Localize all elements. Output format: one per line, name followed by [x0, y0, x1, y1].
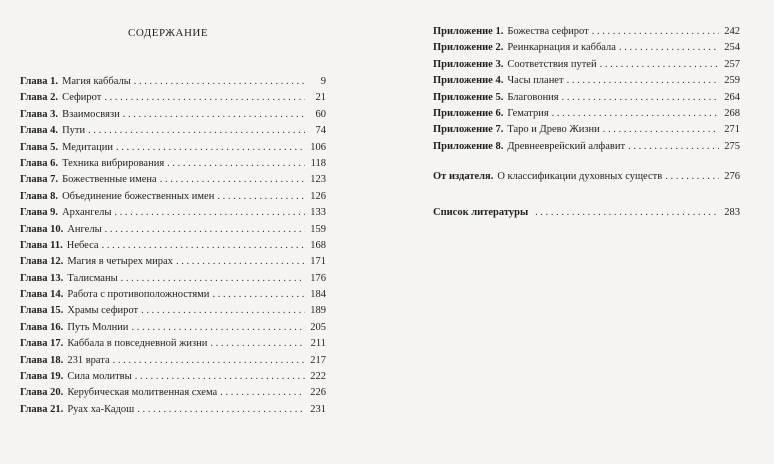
chapter-number: Глава 15. [20, 305, 64, 317]
page-number: 184 [310, 289, 326, 301]
dot-leader [212, 289, 305, 300]
page-number: 268 [724, 107, 740, 119]
toc-row-17[interactable] [20, 338, 326, 354]
chapter-title: Пути [62, 125, 86, 137]
dot-leader [628, 141, 719, 152]
chapter-title: 231 врата [67, 354, 110, 366]
page-number: 9 [320, 76, 326, 87]
bibliography-label: Список литературы [433, 206, 529, 218]
appendix-row-7[interactable] [433, 124, 740, 140]
chapter-number: Глава 7. [20, 174, 59, 186]
appendix-title: Древнееврейский алфавит [507, 140, 626, 152]
dot-leader [220, 387, 305, 398]
appendix-number: Приложение 4. [433, 75, 504, 87]
appendix-row-1[interactable] [433, 26, 740, 42]
appendix-title: Часы планет [507, 75, 564, 87]
chapter-number: Глава 13. [20, 272, 64, 284]
dot-leader [131, 322, 305, 333]
toc-row-21[interactable] [20, 404, 326, 420]
page-title: СОДЕРЖАНИЕ [128, 27, 209, 39]
page-number: 176 [310, 272, 326, 284]
chapter-title: Божественные имена [62, 174, 157, 186]
page-number: 271 [724, 124, 740, 136]
toc-row-6[interactable] [20, 158, 326, 174]
appendix-title: Таро и Древо Жизни [507, 124, 600, 136]
dot-leader [114, 207, 305, 218]
toc-row-18[interactable] [20, 355, 326, 371]
page-number: 118 [310, 157, 326, 169]
appendix-title: Гематрия [507, 107, 549, 119]
chapter-number: Глава 21. [20, 403, 64, 415]
dot-leader [105, 224, 305, 235]
chapters-list [20, 76, 326, 420]
dot-leader [88, 125, 305, 136]
dot-leader [567, 75, 719, 86]
chapter-number: Глава 18. [20, 354, 64, 366]
page-number: 231 [310, 403, 326, 415]
dot-leader [113, 355, 305, 366]
publisher-title: О классификации духовных существ [497, 171, 663, 183]
page-number: 60 [315, 108, 326, 120]
appendix-row-2[interactable] [433, 42, 740, 58]
toc-row-5[interactable] [20, 142, 326, 158]
chapter-title: Работа с противоположностями [67, 289, 210, 301]
chapter-number: Глава 17. [20, 338, 64, 350]
chapter-number: Глава 12. [20, 256, 64, 268]
chapter-title: Руах ха-Кадош [67, 403, 135, 415]
dot-leader [121, 273, 305, 284]
chapter-title: Талисманы [67, 272, 118, 284]
chapter-number: Глава 14. [20, 289, 64, 301]
dot-leader [210, 338, 305, 349]
toc-row-10[interactable] [20, 224, 326, 240]
dot-leader [123, 109, 305, 120]
appendix-title: Соответствия путей [507, 58, 597, 70]
chapter-title: Взаимосвязи [62, 108, 120, 120]
page-number: 159 [310, 223, 326, 235]
dot-leader [167, 158, 305, 169]
chapter-number: Глава 2. [20, 92, 59, 104]
page-number: 126 [310, 190, 326, 202]
chapter-number: Глава 3. [20, 108, 59, 120]
chapter-title: Каббала в повседневной жизни [67, 338, 208, 350]
chapter-number: Глава 16. [20, 321, 64, 333]
chapter-title: Техника вибрирования [62, 157, 165, 169]
dot-leader [603, 124, 719, 135]
chapter-title: Магия в четырех мирах [67, 256, 173, 268]
page-number: 276 [724, 171, 740, 183]
dot-leader [600, 59, 719, 70]
dot-leader [134, 76, 305, 87]
chapter-number: Глава 1. [20, 76, 59, 87]
dot-leader [665, 171, 719, 182]
dot-leader [176, 256, 305, 267]
appendix-number: Приложение 1. [433, 26, 504, 37]
page-number: 217 [310, 354, 326, 366]
page-number: 171 [310, 256, 326, 268]
toc-row-4[interactable] [20, 125, 326, 141]
toc-row-19[interactable] [20, 371, 326, 387]
chapter-title: Объединение божественных имен [62, 190, 215, 202]
toc-row-3[interactable] [20, 109, 326, 125]
appendix-row-3[interactable] [433, 59, 740, 75]
chapter-number: Глава 8. [20, 190, 59, 202]
chapter-title: Ангелы [67, 223, 102, 235]
page-number: 254 [724, 42, 740, 54]
page-number: 264 [724, 91, 740, 103]
dot-leader [137, 404, 305, 415]
appendix-row-4[interactable] [433, 75, 740, 91]
toc-row-7[interactable] [20, 174, 326, 190]
chapter-number: Глава 20. [20, 387, 64, 399]
dot-leader [217, 191, 305, 202]
page-number: 259 [724, 75, 740, 87]
dot-leader [592, 26, 719, 37]
dot-leader [562, 92, 719, 103]
appendix-row-8[interactable] [433, 141, 740, 157]
chapter-number: Глава 11. [20, 239, 63, 251]
chapter-number: Глава 5. [20, 141, 59, 153]
page-number: 211 [310, 338, 326, 350]
toc-row-15[interactable] [20, 305, 326, 321]
appendix-number: Приложение 3. [433, 58, 504, 70]
toc-row-9[interactable] [20, 207, 326, 223]
page-number: 189 [310, 305, 326, 317]
appendices-list [433, 26, 740, 223]
chapter-title: Небеса [66, 239, 99, 251]
spacer [433, 157, 740, 171]
page-number: 226 [310, 387, 326, 399]
chapter-title: Архангелы [62, 207, 112, 219]
chapter-number: Глава 19. [20, 371, 64, 383]
chapter-number: Глава 9. [20, 207, 59, 219]
page-number: 74 [315, 125, 326, 137]
dot-leader [116, 142, 305, 153]
toc-row-1[interactable] [20, 76, 326, 92]
appendix-row-5[interactable] [433, 92, 740, 108]
chapter-title: Сефирот [62, 92, 102, 104]
appendix-row-6[interactable] [433, 108, 740, 124]
page-number: 168 [310, 239, 326, 251]
page-number: 106 [310, 141, 326, 153]
page-number: 242 [724, 26, 740, 37]
appendix-title: Божества сефирот [507, 26, 589, 37]
toc-row-16[interactable] [20, 322, 326, 338]
chapter-number: Глава 6. [20, 157, 59, 169]
chapter-number: Глава 10. [20, 223, 64, 235]
bibliography-row[interactable] [433, 207, 740, 223]
appendix-number: Приложение 2. [433, 42, 504, 54]
dot-leader [552, 108, 719, 119]
appendix-number: Приложение 6. [433, 107, 504, 119]
dot-leader [104, 92, 305, 103]
chapter-title: Магия каббалы [62, 76, 131, 87]
toc-row-20[interactable] [20, 387, 326, 403]
page-number: 257 [724, 58, 740, 70]
dot-leader [135, 371, 305, 382]
appendix-number: Приложение 5. [433, 91, 504, 103]
appendix-title: Реинкарнация и каббала [507, 42, 616, 54]
toc-row-12[interactable] [20, 256, 326, 272]
dot-leader [102, 240, 305, 251]
toc-row-2[interactable] [20, 92, 326, 108]
page-number: 123 [310, 174, 326, 186]
spacer [433, 188, 740, 207]
page-number: 133 [310, 207, 326, 219]
chapter-title: Медитации [62, 141, 113, 153]
dot-leader [141, 305, 305, 316]
page-number: 21 [315, 92, 326, 104]
page-number: 275 [724, 140, 740, 152]
chapter-title: Храмы сефирот [67, 305, 139, 317]
appendix-title: Благовония [507, 91, 559, 103]
chapter-number: Глава 4. [20, 125, 59, 137]
toc-row-14[interactable] [20, 289, 326, 305]
chapter-title: Сила молитвы [67, 371, 132, 383]
toc-row-13[interactable] [20, 273, 326, 289]
dot-leader [160, 174, 305, 185]
dot-leader [619, 42, 719, 53]
publisher-note-row[interactable] [433, 171, 740, 187]
toc-row-8[interactable] [20, 191, 326, 207]
appendix-number: Приложение 8. [433, 140, 504, 152]
page-number: 283 [724, 206, 740, 218]
dot-leader [535, 207, 719, 218]
publisher-label: От издателя. [433, 171, 494, 183]
toc-row-11[interactable] [20, 240, 326, 256]
chapter-title: Путь Молнии [67, 321, 129, 333]
page-number: 205 [310, 321, 326, 333]
chapter-title: Керубическая молитвенная схема [67, 387, 218, 399]
page-number: 222 [310, 371, 326, 383]
appendix-number: Приложение 7. [433, 124, 504, 136]
